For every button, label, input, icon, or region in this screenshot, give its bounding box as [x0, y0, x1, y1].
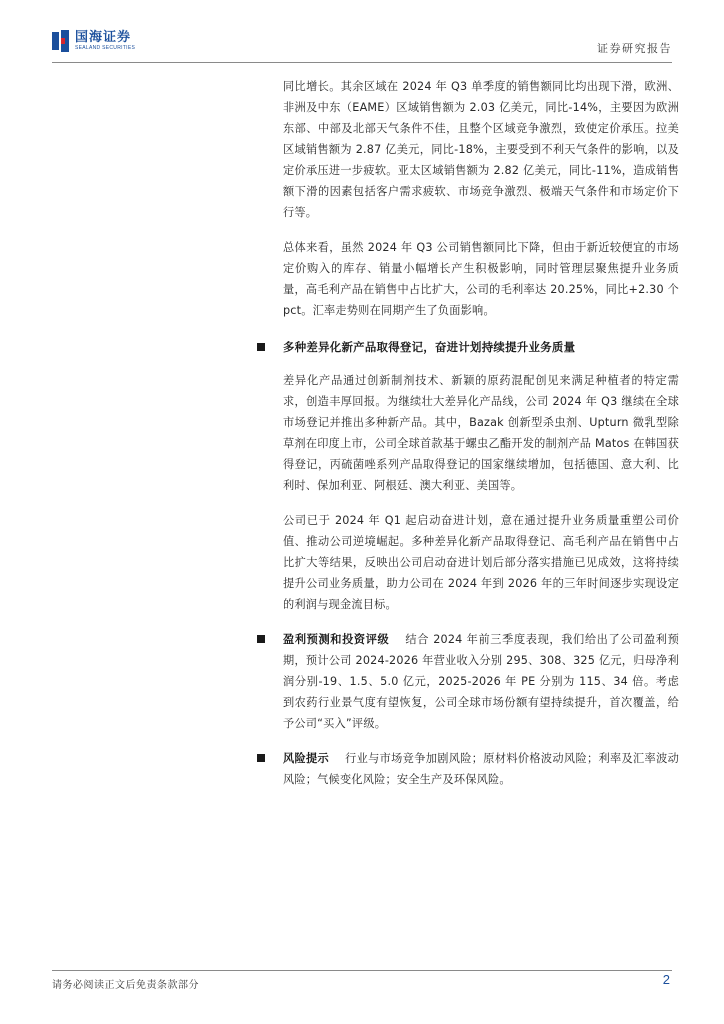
risk-label: 风险提示: [283, 752, 330, 765]
sealand-logo: [52, 30, 135, 52]
square-bullet-icon: [257, 343, 265, 351]
forecast-text: 结合 2024 年前三季度表现，我们给出了公司盈利预期，预计公司 2024-2026 年营业收入分别 295、308、325 亿元，归母净利润分别-19、1.5、5.0 亿元，2025-2026 年 PE 分别为 115、34 倍。考虑到农药行业景气度有望恢复，公司全球市场份额有望持续提升，首次覆盖，给予公司“买入”评级。: [283, 633, 679, 730]
section-heading-text: 多种差异化新产品取得登记，奋进计划持续提升业务质量: [283, 340, 576, 354]
risk-text: 行业与市场竞争加剧风险；原材料价格波动风险；利率及汇率波动风险；气候变化风险；安全生产及环保风险。: [283, 752, 679, 786]
report-type-label: 证券研究报告: [597, 42, 672, 55]
footer-divider: [52, 970, 672, 971]
forecast-label: 盈利预测和投资评级: [283, 633, 390, 646]
paragraph-regional-sales: 同比增长。其余区域在 2024 年 Q3 单季度的销售额同比均出现下滑，欧洲、非洲及中东（EAME）区域销售额为 2.03 亿美元，同比-14%，主要因为欧洲东部、中部及北部天气条件不佳，且整个区域竞争激烈，致使定价承压。拉美区域销售额为 2.87 亿美元，同比-18%，主要受到不利天气条件的影响，以及定价承压进一步疲软。亚太区域销售额为 2.82 亿美元，同比-11%，造成销售额下滑的因素包括客户需求疲软、市场竞争激烈、极端天气条件和市场定价下行等。: [283, 80, 679, 219]
page-header: [52, 30, 672, 62]
page-number: 2: [662, 972, 670, 987]
forecast-paragraph: [283, 629, 679, 734]
square-bullet-icon: [257, 754, 265, 762]
sealand-logo-mark-icon: [52, 30, 70, 52]
risk-paragraph: [283, 748, 679, 790]
logo-english-name: SEALAND SECURITIES: [75, 45, 136, 51]
paragraph-new-products: 差异化产品通过创新制剂技术、新颖的原药混配创见来满足种植者的特定需求，创造丰厚回报。为继续壮大差异化产品线，公司 2024 年 Q3 继续在全球市场登记并推出多种新产品。其中，Bazak 创新型杀虫剂、Upturn 微乳型除草剂在印度上市，公司全球首款基于螺虫乙酯开发的制剂产品 Matos 在韩国获得登记，丙硫菌唑系列产品取得登记的国家继续增加，包括德国、意大利、比利时、保加利亚、阿根廷、澳大利亚、美国等。: [283, 374, 679, 492]
main-content: [283, 76, 679, 790]
section-heading: [283, 337, 679, 358]
footer-disclaimer: 请务必阅读正文后免责条款部分: [52, 980, 199, 991]
paragraph-striving-plan: 公司已于 2024 年 Q1 起启动奋进计划，意在通过提升业务质量重塑公司价值、推动公司逆境崛起。多种差异化新产品取得登记、高毛利产品在销售中占比扩大等结果，反映出公司启动奋进计划后部分落实措施已见成效，这将持续提升公司业务质量，助力公司在 2024 年到 2026 年的三年时间逐步实现设定的利润与现金流目标。: [283, 514, 679, 611]
square-bullet-icon: [257, 635, 265, 643]
logo-chinese-name: 国海证券: [75, 30, 132, 45]
paragraph-overall-summary: 总体来看，虽然 2024 年 Q3 公司销售额同比下降，但由于新近较便宜的市场定价购入的库存、销量小幅增长产生积极影响，同时管理层聚焦提升业务质量，高毛利产品在销售中占比扩大，公司的毛利率达 20.25%，同比+2.30 个 pct。汇率走势则在同期产生了负面影响。: [283, 241, 679, 317]
header-divider: [52, 62, 672, 63]
